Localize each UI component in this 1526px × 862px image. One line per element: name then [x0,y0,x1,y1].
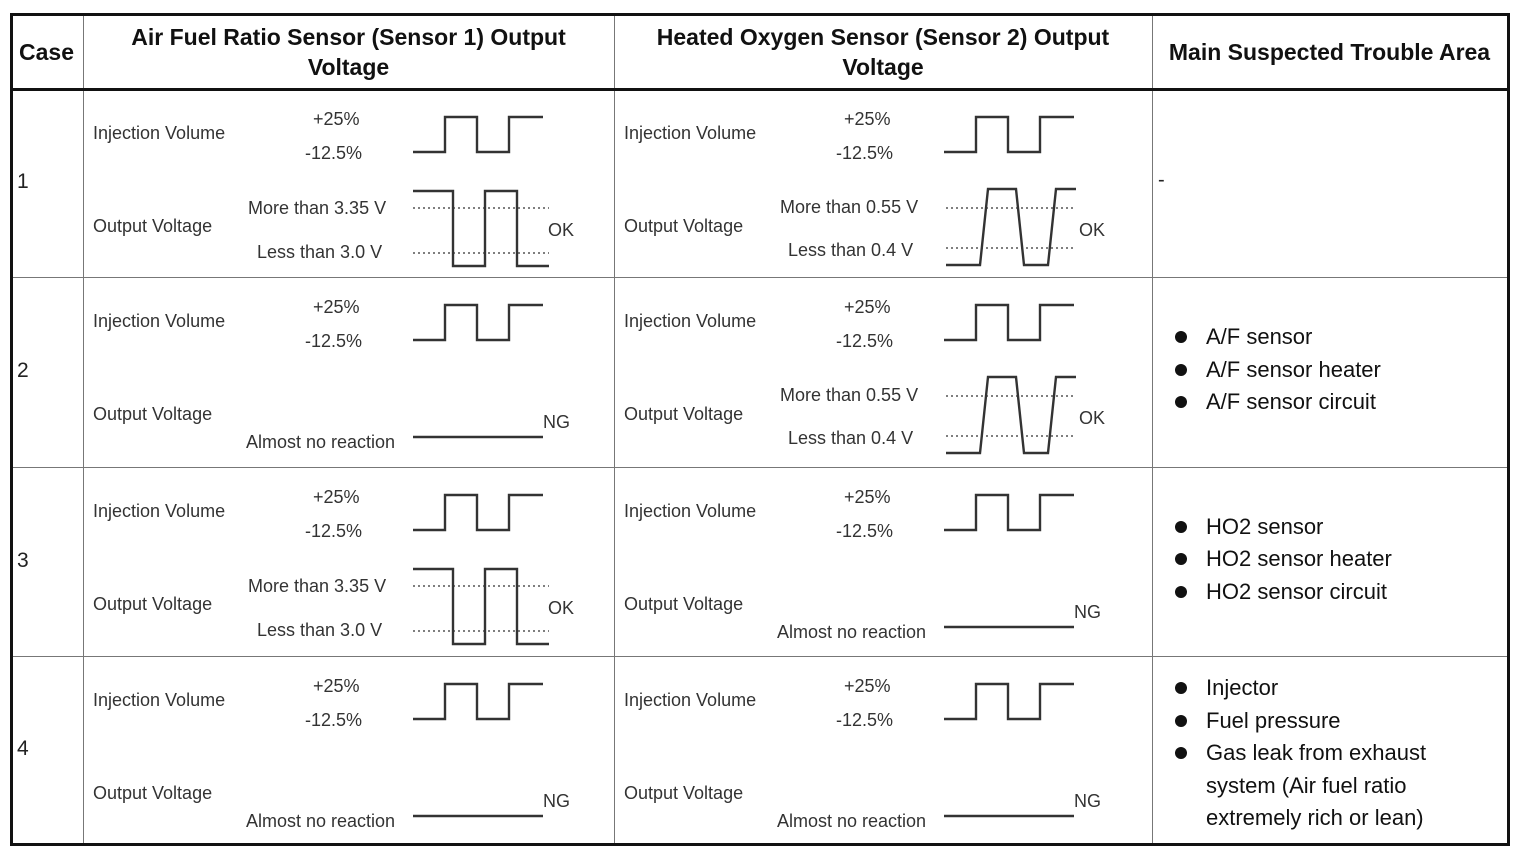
case1-ho2-high-threshold-label: More than 0.55 V [780,197,919,217]
case4-ho2-no-reaction-label: Almost no reaction [777,811,927,831]
case2-af-lean-pct-label: -12.5% [305,331,363,351]
case1-af-ok-result: OK [548,220,575,240]
trouble-area-item: HO2 sensor circuit [1172,576,1472,609]
waveform-trace [946,377,1076,453]
case1-af-injection-waveform [411,115,546,157]
case3-ho2-lean-pct-label: -12.5% [836,521,894,541]
case1-ho2-output-waveform [944,185,1079,270]
case4-af-lean-pct-label: -12.5% [305,710,363,730]
waveform-trace [413,191,549,266]
case3-af-lean-pct-label: -12.5% [305,521,363,541]
case2-ho2-lean-pct-label: -12.5% [836,331,894,351]
case3-af-output-voltage-label: Output Voltage [93,594,213,614]
waveform-trace [944,305,1074,340]
case2-ho2-high-threshold-label: More than 0.55 V [780,385,919,405]
case1-ho2-output-voltage-label: Output Voltage [624,216,744,236]
trouble-area-none: - [1158,169,1165,191]
waveform-trace [413,117,543,152]
trouble-area-item: A/F sensor circuit [1172,386,1472,419]
case4-af-output-voltage-label: Output Voltage [93,783,213,803]
case1-ho2-low-threshold-label: Less than 0.4 V [788,240,914,260]
row-divider [13,467,1507,468]
case1-af-high-threshold-label: More than 3.35 V [248,198,387,218]
trouble-area-item: Fuel pressure [1172,705,1472,738]
case1-af-injection-volume-label: Injection Volume [93,123,226,143]
waveform-trace [944,684,1074,719]
waveform-trace [413,495,543,530]
trouble-area-list [1172,321,1472,419]
case1-ho2-injection-waveform [942,115,1077,157]
trouble-area-list [1172,672,1472,835]
case4-ho2-injection-volume-label: Injection Volume [624,690,757,710]
case4-af-no-reaction-label: Almost no reaction [246,811,396,831]
case1-af-output-waveform [411,187,551,272]
case3-ho2-injection-waveform [942,493,1077,535]
case4-af-rich-pct-label: +25% [313,676,360,696]
trouble-area-item: Injector [1172,672,1472,705]
case4-ho2-flat-output-line [942,806,1077,826]
header-divider [13,88,1507,91]
case2-ho2-ok-result: OK [1079,408,1106,428]
waveform-trace [946,189,1076,265]
trouble-area-item: A/F sensor heater [1172,354,1472,387]
case2-ho2-output-voltage-label: Output Voltage [624,404,744,424]
case2-ho2-injection-waveform [942,303,1077,345]
case3-ho2-rich-pct-label: +25% [844,487,891,507]
case4-ho2-ng-result: NG [1074,791,1101,811]
header-case: Case [19,39,74,65]
case2-af-injection-volume-label: Injection Volume [93,311,226,331]
row-divider [13,656,1507,657]
waveform-trace [413,684,543,719]
case-number: 1 [17,170,29,193]
case4-ho2-rich-pct-label: +25% [844,676,891,696]
case2-af-flat-output-line [411,427,546,447]
case3-af-rich-pct-label: +25% [313,487,360,507]
case2-af-injection-waveform [411,303,546,345]
header-trouble-area: Main Suspected Trouble Area [1168,39,1491,65]
case4-af-injection-volume-label: Injection Volume [93,690,226,710]
trouble-area-item: Gas leak from exhaust system (Air fuel ratio extremely rich or lean) [1172,737,1472,835]
waveform-trace [413,569,549,644]
header-af-sensor: Air Fuel Ratio Sensor (Sensor 1) Output Voltage [131,24,566,80]
case-number: 4 [17,736,29,760]
case3-ho2-flat-output-line [942,617,1077,637]
case2-ho2-output-waveform [944,373,1079,458]
case3-af-low-threshold-label: Less than 3.0 V [257,620,383,640]
column-divider [83,16,84,843]
case4-ho2-injection-waveform [942,682,1077,724]
case3-ho2-output-voltage-label: Output Voltage [624,594,744,614]
case2-af-ng-result: NG [543,412,570,432]
case4-af-flat-output-line [411,806,546,826]
case2-af-output-voltage-label: Output Voltage [93,404,213,424]
case3-af-ok-result: OK [548,598,575,618]
case3-af-high-threshold-label: More than 3.35 V [248,576,387,596]
waveform-trace [413,305,543,340]
case4-af-injection-waveform [411,682,546,724]
case1-ho2-rich-pct-label: +25% [844,109,891,129]
case3-af-output-waveform [411,565,551,650]
case1-ho2-lean-pct-label: -12.5% [836,143,894,163]
trouble-area-item: HO2 sensor heater [1172,543,1472,576]
case2-ho2-injection-volume-label: Injection Volume [624,311,757,331]
case3-ho2-ng-result: NG [1074,602,1101,622]
trouble-area-item: A/F sensor [1172,321,1472,354]
case4-af-ng-result: NG [543,791,570,811]
case-number: 3 [17,548,29,572]
case-number: 2 [17,359,29,382]
waveform-trace [944,495,1074,530]
case1-af-low-threshold-label: Less than 3.0 V [257,242,383,262]
case1-af-lean-pct-label: -12.5% [305,143,363,163]
case1-ho2-ok-result: OK [1079,220,1106,240]
case2-ho2-low-threshold-label: Less than 0.4 V [788,428,914,448]
column-divider [614,16,615,843]
case2-af-rich-pct-label: +25% [313,297,360,317]
waveform-trace [944,117,1074,152]
row-divider [13,277,1507,278]
case1-af-output-voltage-label: Output Voltage [93,216,213,236]
case1-af-rich-pct-label: +25% [313,109,360,129]
case3-af-injection-volume-label: Injection Volume [93,501,226,521]
case2-af-no-reaction-label: Almost no reaction [246,432,396,452]
trouble-area-item: HO2 sensor [1172,511,1472,544]
case3-ho2-injection-volume-label: Injection Volume [624,501,757,521]
case2-ho2-rich-pct-label: +25% [844,297,891,317]
case3-af-injection-waveform [411,493,546,535]
header-ho2-sensor: Heated Oxygen Sensor (Sensor 2) Output Voltage [656,24,1110,80]
case3-ho2-no-reaction-label: Almost no reaction [777,622,927,642]
case4-ho2-output-voltage-label: Output Voltage [624,783,744,803]
column-divider [1152,16,1153,843]
case1-ho2-injection-volume-label: Injection Volume [624,123,757,143]
case4-ho2-lean-pct-label: -12.5% [836,710,894,730]
trouble-area-list [1172,511,1472,609]
